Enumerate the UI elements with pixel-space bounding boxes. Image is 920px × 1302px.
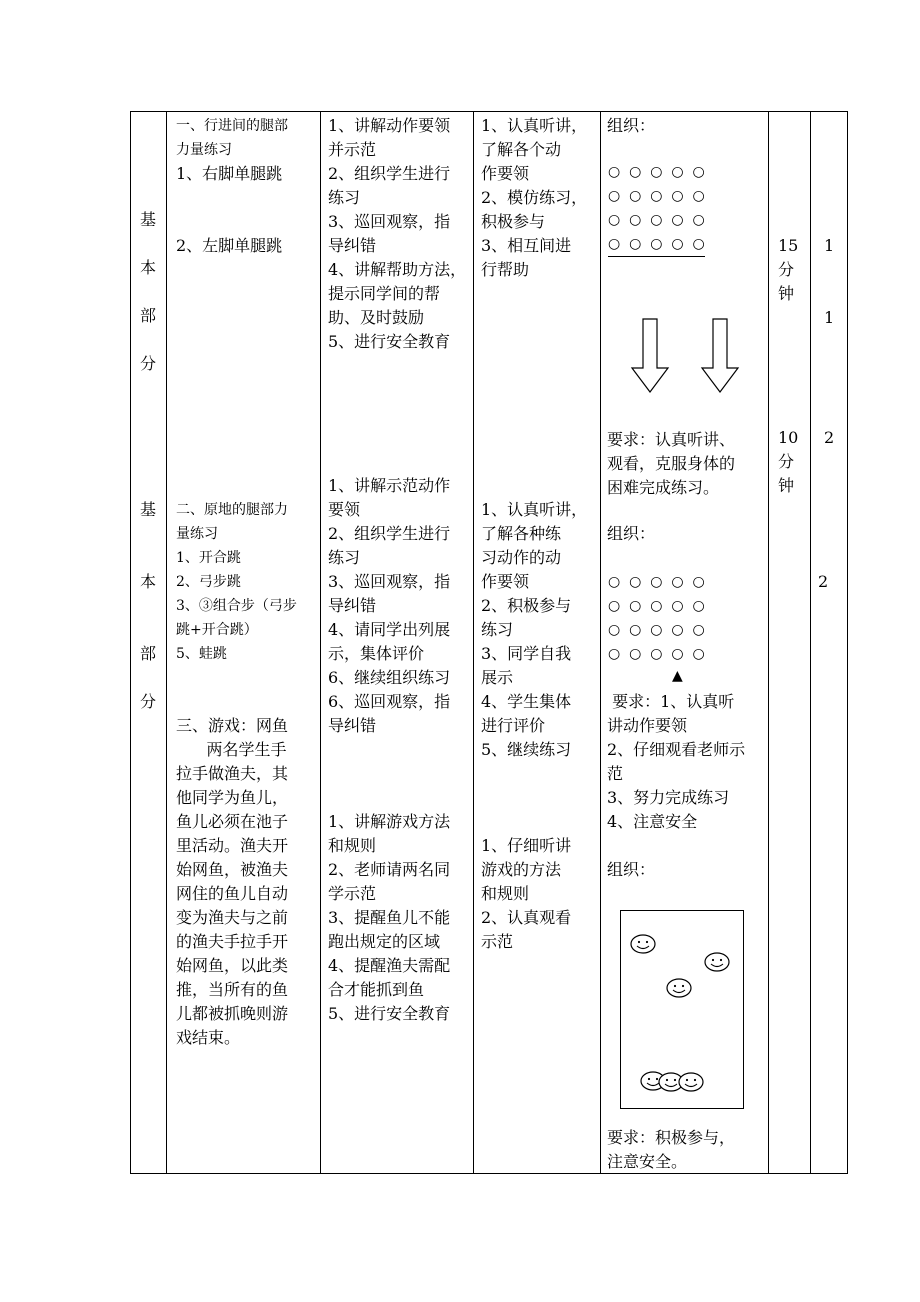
student-line: 积极参与 — [481, 212, 546, 231]
part-label-char: 基 — [139, 210, 156, 229]
content-line: 儿都被抓晚则游 — [176, 1004, 289, 1023]
teacher-line: 3、提醒鱼儿不能 — [328, 908, 451, 927]
teacher-line: 跑出规定的区域 — [328, 932, 441, 951]
part-label-char: 分 — [139, 354, 156, 373]
requirement-line: 2、仔细观看老师示 — [607, 740, 746, 759]
teacher-line: 练习 — [328, 188, 361, 207]
student-formation-row: ○ ○ ○ ○ ○ — [608, 164, 705, 180]
part-label-char: 本 — [139, 258, 156, 277]
smiley-face-icon — [630, 934, 656, 954]
teacher-line: 1、讲解示范动作 — [328, 476, 451, 495]
requirement-line: 3、努力完成练习 — [607, 788, 730, 807]
student-line: 示范 — [481, 932, 514, 951]
column-divider-5 — [768, 112, 769, 1174]
count-value: 1 — [824, 236, 835, 255]
content-line: 5、蛙跳 — [176, 646, 227, 662]
smiley-face-icon — [678, 1072, 704, 1092]
content-line: 里活动。渔夫开 — [176, 836, 289, 855]
student-line: 1、认真听讲， — [481, 116, 588, 135]
count-value: 2 — [824, 428, 835, 447]
teacher-line: 1、讲解游戏方法 — [328, 812, 451, 831]
part-label-char: 部 — [139, 306, 156, 325]
teacher-line: 4、请同学出列展 — [328, 620, 451, 639]
student-line: 习动作的动 — [481, 548, 562, 567]
part-label-char: 部 — [139, 644, 156, 663]
content-line: 始网鱼，被渔夫 — [176, 860, 289, 879]
content-line: 力量练习 — [176, 142, 232, 158]
student-line: 作要领 — [481, 572, 530, 591]
table-bottom-border — [130, 1173, 848, 1174]
content-line: 一、行进间的腿部 — [176, 118, 288, 134]
student-line: 和规则 — [481, 884, 530, 903]
teacher-line: 1、讲解动作要领 — [328, 116, 451, 135]
content-line: 拉手做渔夫，其 — [176, 764, 289, 783]
column-divider-3 — [473, 112, 474, 1174]
teacher-line: 2、老师请两名同 — [328, 860, 451, 879]
student-formation-row: ○ ○ ○ ○ ○ — [608, 212, 705, 228]
requirement-line: 要求：认真听讲、 — [607, 430, 736, 449]
teacher-line: 和规则 — [328, 836, 377, 855]
teacher-line: 5、进行安全教育 — [328, 332, 451, 351]
content-line: 他同学为鱼儿， — [176, 788, 289, 807]
time-unit: 分 — [778, 260, 795, 279]
content-line: 变为渔夫与之前 — [176, 908, 289, 927]
student-line: 5、继续练习 — [481, 740, 572, 759]
time-value: 15 — [778, 236, 799, 255]
student-line: 练习 — [481, 620, 514, 639]
teacher-line: 3、巡回观察，指 — [328, 212, 451, 231]
teacher-line: 助、及时鼓励 — [328, 308, 425, 327]
time-value: 10 — [778, 428, 799, 447]
teacher-line: 4、提醒渔夫需配 — [328, 956, 451, 975]
time-unit: 钟 — [778, 476, 795, 495]
column-divider-1 — [166, 112, 167, 1174]
content-line: 二、原地的腿部力 — [176, 502, 288, 518]
column-divider-2 — [320, 112, 321, 1174]
requirement-line: 要求：1、认真听 — [607, 692, 735, 711]
teacher-line: 导纠错 — [328, 596, 377, 615]
student-line: 1、认真听讲， — [481, 500, 588, 519]
student-line: 进行评价 — [481, 716, 546, 735]
teacher-line: 3、巡回观察，指 — [328, 572, 451, 591]
teacher-line: 合才能抓到鱼 — [328, 980, 425, 999]
content-line: 始网鱼，以此类 — [176, 956, 289, 975]
student-formation-row: ○ ○ ○ ○ ○ — [608, 598, 705, 614]
organization-label: 组织： — [607, 116, 656, 135]
table-border-left — [130, 112, 131, 1174]
smiley-face-icon — [666, 978, 692, 998]
student-formation-row: ○ ○ ○ ○ ○ — [608, 232, 705, 257]
down-arrow-icon — [630, 318, 670, 394]
content-line: 1、右脚单腿跳 — [176, 164, 283, 183]
student-formation-row: ○ ○ ○ ○ ○ — [608, 622, 705, 638]
table-border-right — [847, 112, 848, 1174]
student-line: 游戏的方法 — [481, 860, 562, 879]
column-divider-4 — [600, 112, 601, 1174]
content-line: 2、弓步跳 — [176, 574, 241, 590]
requirement-line: 讲动作要领 — [607, 716, 688, 735]
requirement-line: 困难完成练习。 — [607, 478, 720, 497]
content-line: 2、左脚单腿跳 — [176, 236, 283, 255]
content-line: 跳+开合跳） — [176, 622, 258, 638]
teacher-line: 导纠错 — [328, 716, 377, 735]
content-line: 3、③组合步（弓步 — [176, 598, 297, 614]
student-formation-row: ○ ○ ○ ○ ○ — [608, 574, 705, 590]
content-line: 鱼儿必须在池子 — [176, 812, 289, 831]
part-label-char: 分 — [139, 692, 156, 711]
student-line: 了解各个动 — [481, 140, 562, 159]
count-value: 1 — [824, 308, 835, 327]
teacher-line: 2、组织学生进行 — [328, 164, 451, 183]
teacher-line: 5、进行安全教育 — [328, 1004, 451, 1023]
content-line: 网住的鱼儿自动 — [176, 884, 289, 903]
organization-label: 组织： — [607, 860, 656, 879]
requirement-line: 要求：积极参与， — [607, 1128, 736, 1147]
part-label-char: 基 — [139, 500, 156, 519]
teacher-position-icon: ▲ — [672, 668, 683, 684]
content-line: 戏结束。 — [176, 1028, 241, 1047]
student-line: 1、仔细听讲 — [481, 836, 572, 855]
content-line: 1、开合跳 — [176, 550, 241, 566]
requirement-line: 范 — [607, 764, 624, 783]
teacher-line: 导纠错 — [328, 236, 377, 255]
teacher-line: 2、组织学生进行 — [328, 524, 451, 543]
teacher-line: 并示范 — [328, 140, 377, 159]
student-line: 2、模仿练习， — [481, 188, 588, 207]
content-line: 三、游戏：网鱼 — [176, 716, 289, 735]
student-line: 行帮助 — [481, 260, 530, 279]
content-line: 的渔夫手拉手开 — [176, 932, 289, 951]
student-line: 2、认真观看 — [481, 908, 572, 927]
count-value: 2 — [818, 572, 829, 591]
student-line: 2、积极参与 — [481, 596, 572, 615]
requirement-line: 4、注意安全 — [607, 812, 698, 831]
teacher-line: 4、讲解帮助方法， — [328, 260, 467, 279]
student-line: 4、学生集体 — [481, 692, 572, 711]
time-unit: 钟 — [778, 284, 795, 303]
smiley-face-icon — [704, 952, 730, 972]
requirement-line: 注意安全。 — [607, 1152, 688, 1171]
teacher-line: 6、继续组织练习 — [328, 668, 451, 687]
teacher-line: 练习 — [328, 548, 361, 567]
content-line: 两名学生手 — [176, 740, 287, 759]
teacher-line: 示，集体评价 — [328, 644, 425, 663]
teacher-line: 6、巡回观察，指 — [328, 692, 451, 711]
student-formation-row: ○ ○ ○ ○ ○ — [608, 188, 705, 204]
student-formation-row: ○ ○ ○ ○ ○ — [608, 646, 705, 662]
content-line: 量练习 — [176, 526, 218, 542]
teacher-line: 要领 — [328, 500, 361, 519]
table-top-border — [130, 111, 848, 112]
organization-label: 组织： — [607, 524, 656, 543]
content-line: 推，当所有的鱼 — [176, 980, 289, 999]
student-line: 3、相互间进 — [481, 236, 572, 255]
teacher-line: 提示同学间的帮 — [328, 284, 441, 303]
student-line: 了解各种练 — [481, 524, 562, 543]
teacher-line: 学示范 — [328, 884, 377, 903]
student-line: 展示 — [481, 668, 514, 687]
requirement-line: 观看，克服身体的 — [607, 454, 736, 473]
time-unit: 分 — [778, 452, 795, 471]
down-arrow-icon — [700, 318, 740, 394]
student-line: 作要领 — [481, 164, 530, 183]
column-divider-6 — [810, 112, 811, 1174]
part-label-char: 本 — [139, 572, 156, 591]
student-line: 3、同学自我 — [481, 644, 572, 663]
